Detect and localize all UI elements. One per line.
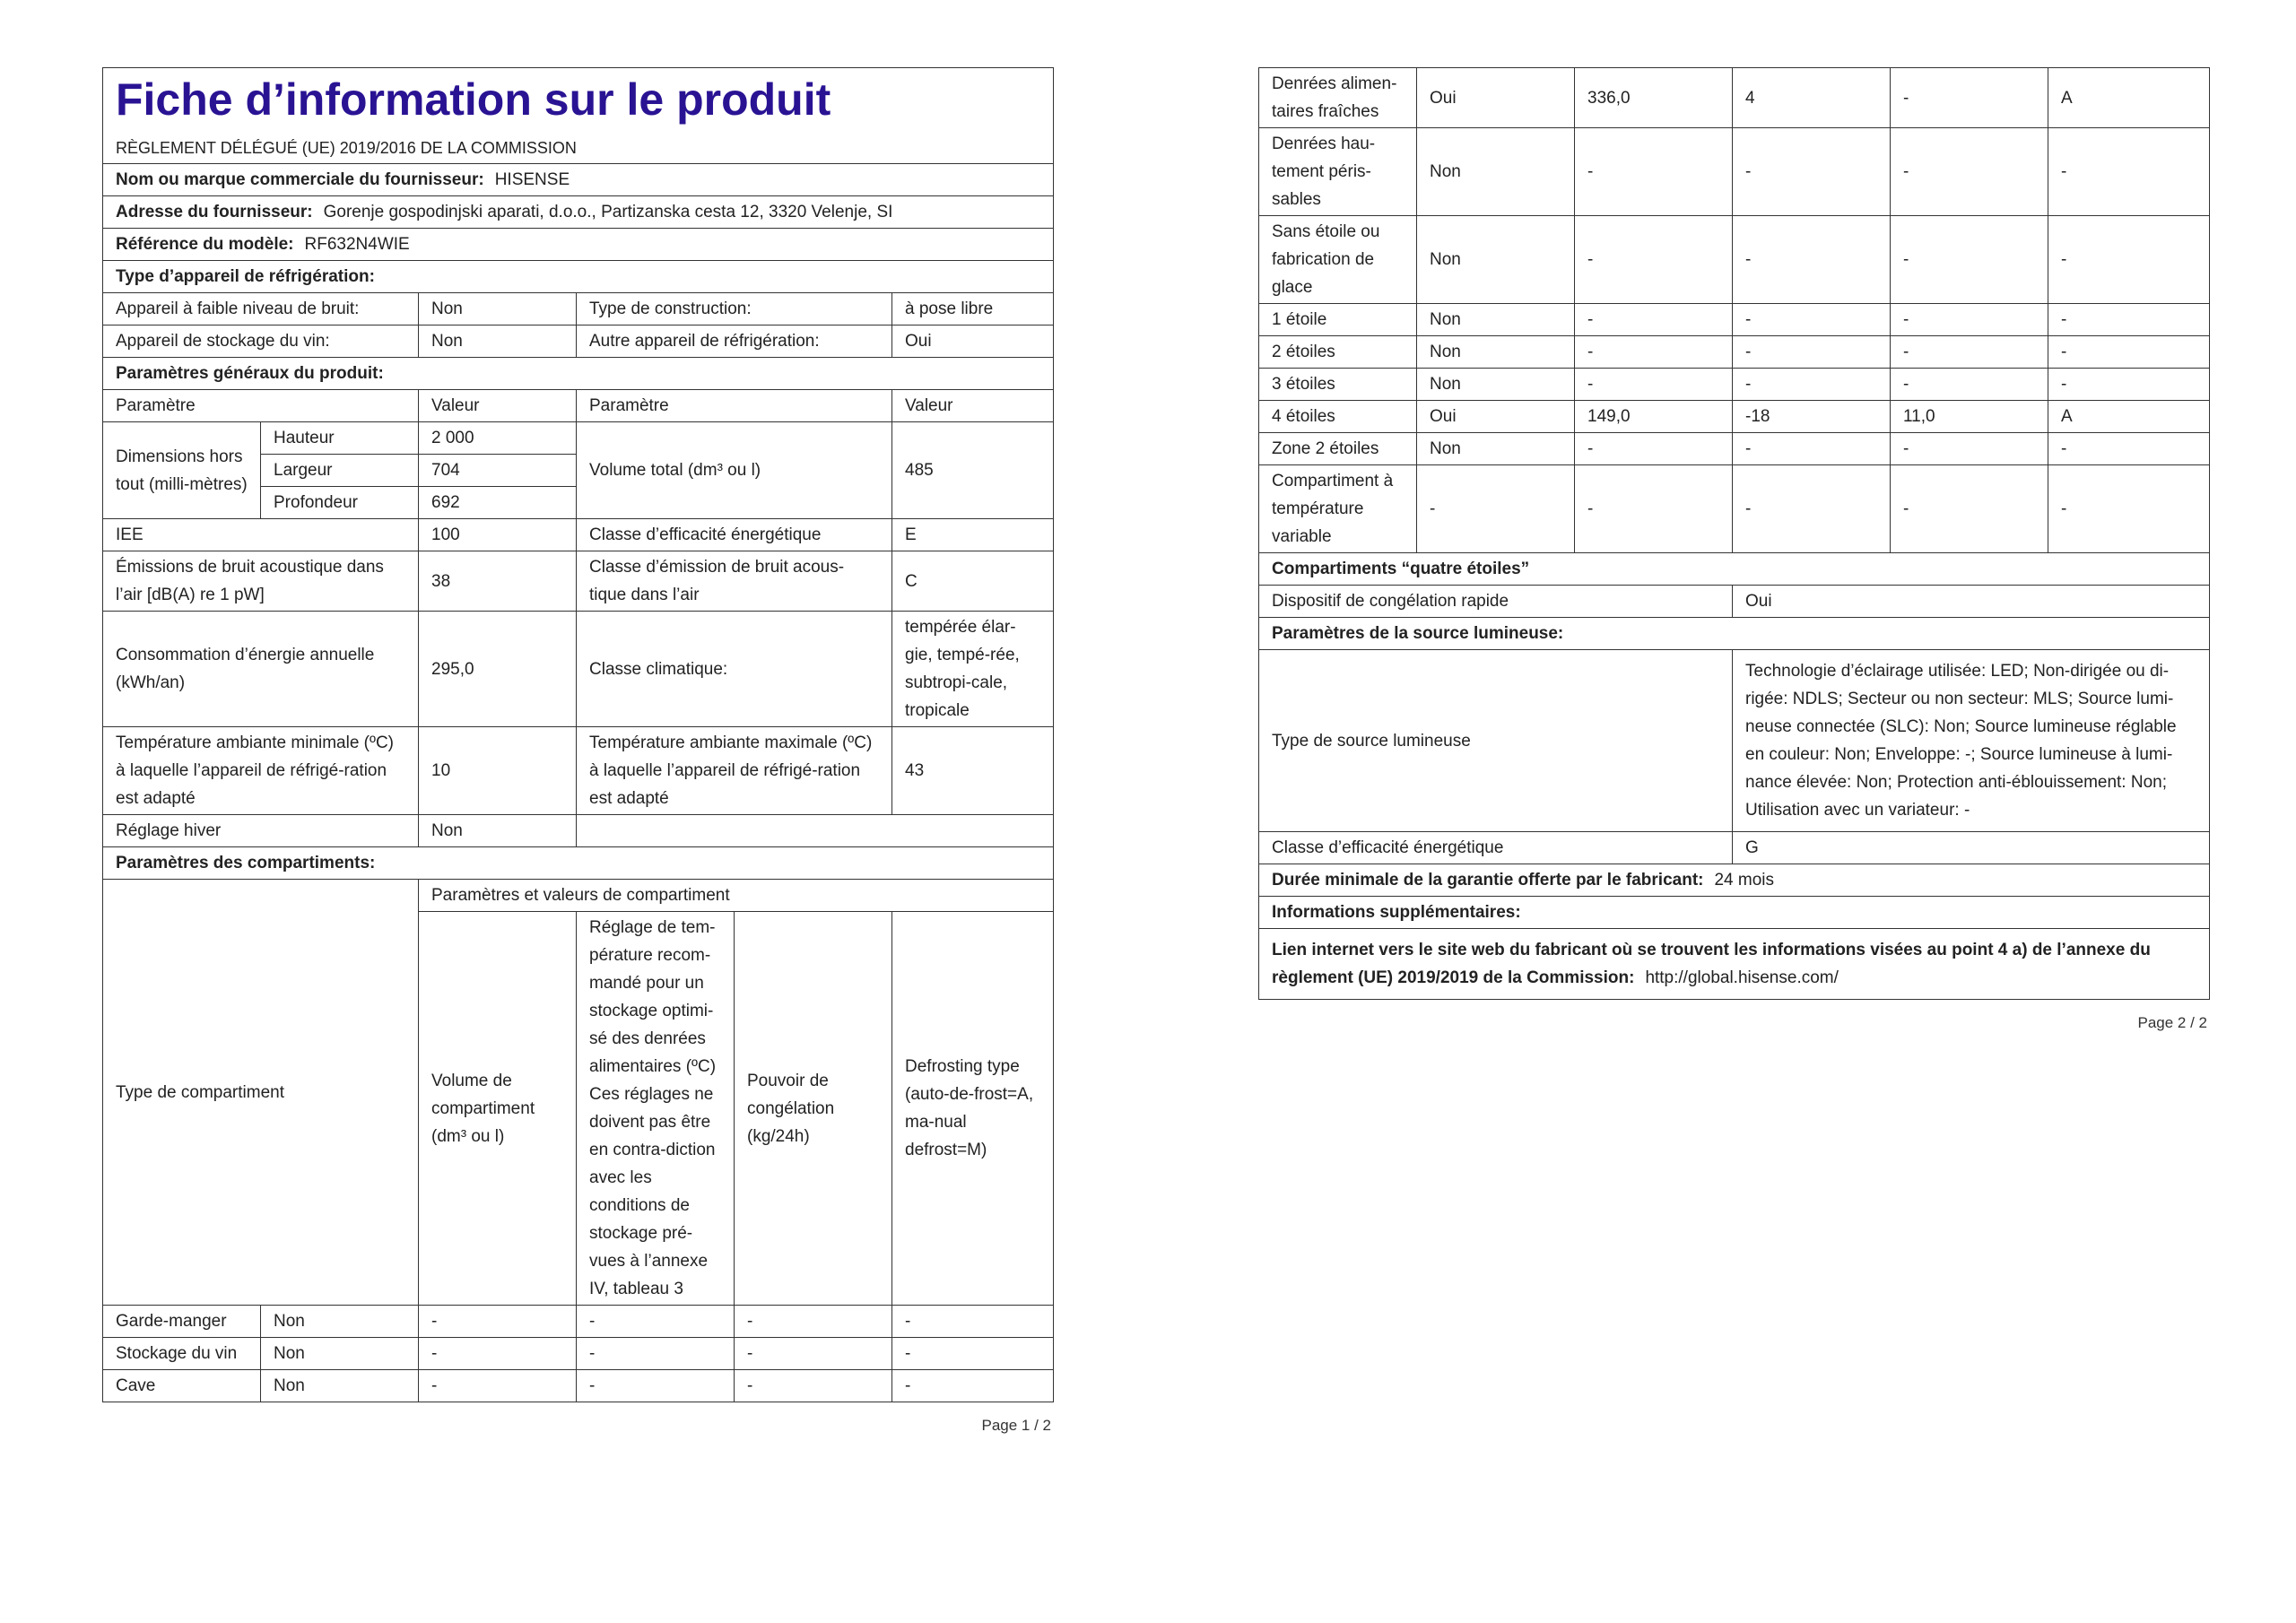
- compartment-volume: -: [1575, 465, 1733, 553]
- compartment-temperature: -: [1733, 336, 1891, 369]
- manufacturer-link-row: [1259, 929, 2210, 1000]
- warranty-row: [1259, 864, 2210, 897]
- noise-class-value: C: [892, 551, 1054, 612]
- compartment-name: Compartiment à température variable: [1259, 465, 1417, 553]
- page-title: Fiche d’information sur le produit: [116, 74, 831, 125]
- table-row: [103, 1370, 1054, 1402]
- compartment-present: Non: [1417, 433, 1575, 465]
- table-row: [1259, 465, 2210, 553]
- address-value: Gorenje gospodinjski aparati, d.o.o., Partizanska cesta 12, 3320 Velenje, SI: [323, 203, 893, 221]
- compartment-freezing: -: [1891, 128, 2048, 216]
- compartment-volume: -: [419, 1370, 577, 1402]
- title-block: [103, 68, 1054, 164]
- supplier-value: HISENSE: [494, 170, 570, 189]
- compartment-present: Non: [1417, 216, 1575, 304]
- four-star-heading: Compartiments “quatre étoiles”: [1259, 553, 2210, 586]
- model-label: Référence du modèle:: [116, 235, 294, 254]
- other-appliance-value: Oui: [892, 325, 1054, 358]
- table-row: [103, 1306, 1054, 1338]
- compartment-freezing: -: [1891, 216, 2048, 304]
- compartment-volume: -: [1575, 216, 1733, 304]
- max-temp-label: Température ambiante maximale (ºC) à laquelle l’appareil de réfrigé-ration est adapté: [577, 727, 892, 815]
- energy-consumption-value: 295,0: [419, 612, 577, 727]
- table-row: [1259, 68, 2210, 128]
- compartment-present: Oui: [1417, 401, 1575, 433]
- model-row: [103, 229, 1054, 261]
- compartment-present: Non: [261, 1370, 419, 1402]
- compartment-volume: -: [1575, 433, 1733, 465]
- compartment-defrost: -: [2048, 465, 2210, 553]
- compartment-freezing: -: [1891, 304, 2048, 336]
- col-header-param-2: Paramètre: [577, 390, 892, 422]
- light-source-heading: Paramètres de la source lumineuse:: [1259, 618, 2210, 650]
- noise-emission-label: Émissions de bruit acoustique dans l’air [dB(A) re 1 pW]: [103, 551, 419, 612]
- compartment-present: Oui: [1417, 68, 1575, 128]
- warranty-value: 24 mois: [1714, 871, 1775, 890]
- compartment-volume: -: [1575, 128, 1733, 216]
- col-header-temperature: Réglage de tem-pérature recom-mandé pour un stockage optimi-sé des denrées alimentaires (ºC) Ces réglages ne doivent pas être en contra-diction avec les conditions de stockage pré-vues à l’annexe IV, tableau 3: [577, 912, 735, 1306]
- col-header-freezing: Pouvoir de congélation (kg/24h): [735, 912, 892, 1306]
- other-appliance-label: Autre appareil de réfrigération:: [577, 325, 892, 358]
- supplier-label: Nom ou marque commerciale du fournisseur:: [116, 170, 484, 189]
- compartments-heading: Paramètres des compartiments:: [103, 847, 1054, 880]
- compartment-freezing: -: [735, 1306, 892, 1338]
- wine-appliance-value: Non: [419, 325, 577, 358]
- compartment-defrost: -: [2048, 369, 2210, 401]
- compartment-name: 4 étoiles: [1259, 401, 1417, 433]
- compartment-defrost: -: [2048, 304, 2210, 336]
- compartment-freezing: -: [735, 1338, 892, 1370]
- page-2: [1258, 67, 2209, 1032]
- supplier-row: [103, 164, 1054, 196]
- address-label: Adresse du fournisseur:: [116, 203, 313, 221]
- compartment-freezing: 11,0: [1891, 401, 2048, 433]
- compartment-present: Non: [1417, 336, 1575, 369]
- compartment-temperature: -: [577, 1306, 735, 1338]
- compartment-temperature: -: [577, 1370, 735, 1402]
- dimensions-label: Dimensions hors tout (milli-mètres): [103, 422, 261, 519]
- min-temp-label: Température ambiante minimale (ºC) à laquelle l’appareil de réfrigé-ration est adapté: [103, 727, 419, 815]
- height-value: 2 000: [419, 422, 577, 455]
- light-type-value: Technologie d’éclairage utilisée: LED; Non-dirigée ou di-rigée: NDLS; Secteur ou non secteur: MLS; Source lumi-neuse connectée (SLC): Non; Source lumineuse réglable en couleur: Non; Enveloppe: -; Source lumineuse à lumi-nance élevée: Non; Protection anti-éblouissement: Non; Utilisation avec un variateur: -: [1733, 650, 2210, 832]
- compartment-freezing: -: [1891, 369, 2048, 401]
- compartment-name: 1 étoile: [1259, 304, 1417, 336]
- compartment-freezing: -: [1891, 465, 2048, 553]
- page-number: Page 1 / 2: [981, 1417, 1051, 1434]
- noise-emission-value: 38: [419, 551, 577, 612]
- compartment-name: Garde-manger: [103, 1306, 261, 1338]
- compartment-freezing: -: [1891, 433, 2048, 465]
- compartment-temperature: -: [1733, 216, 1891, 304]
- compartment-volume: -: [1575, 369, 1733, 401]
- compartment-defrost: -: [892, 1338, 1054, 1370]
- compartment-volume: -: [1575, 336, 1733, 369]
- light-class-value: G: [1733, 832, 2210, 864]
- compartment-name: 3 étoiles: [1259, 369, 1417, 401]
- manufacturer-link[interactable]: http://global.hisense.com/: [1645, 968, 1839, 987]
- table-row: [1259, 336, 2210, 369]
- compartment-defrost: -: [2048, 128, 2210, 216]
- table-row: [1259, 401, 2210, 433]
- table-row: [1259, 216, 2210, 304]
- noise-class-label: Classe d’émission de bruit acous-tique dans l’air: [577, 551, 892, 612]
- table-row: [1259, 433, 2210, 465]
- general-params-heading: Paramètres généraux du produit:: [103, 358, 1054, 390]
- width-label: Largeur: [261, 455, 419, 487]
- fast-freeze-value: Oui: [1733, 586, 2210, 618]
- total-volume-value: 485: [892, 422, 1054, 519]
- compartment-name: Stockage du vin: [103, 1338, 261, 1370]
- compartment-freezing: -: [1891, 336, 2048, 369]
- compartment-volume: 336,0: [1575, 68, 1733, 128]
- compartment-temperature: -: [1733, 369, 1891, 401]
- energy-class-value: E: [892, 519, 1054, 551]
- compartment-defrost: -: [892, 1370, 1054, 1402]
- compartment-temperature: -: [1733, 304, 1891, 336]
- compartment-name: 2 étoiles: [1259, 336, 1417, 369]
- light-class-label: Classe d’efficacité énergétique: [1259, 832, 1733, 864]
- climate-class-label: Classe climatique:: [577, 612, 892, 727]
- col-header-value: Valeur: [419, 390, 577, 422]
- compartment-volume: -: [419, 1306, 577, 1338]
- page-number: Page 2 / 2: [2137, 1014, 2207, 1031]
- compartment-name: Sans étoile ou fabrication de glace: [1259, 216, 1417, 304]
- compartment-volume: -: [1575, 304, 1733, 336]
- fast-freeze-label: Dispositif de congélation rapide: [1259, 586, 1733, 618]
- low-noise-value: Non: [419, 293, 577, 325]
- page-1: [102, 67, 1053, 1435]
- iee-label: IEE: [103, 519, 419, 551]
- construction-label: Type de construction:: [577, 293, 892, 325]
- iee-value: 100: [419, 519, 577, 551]
- compartment-present: Non: [1417, 304, 1575, 336]
- depth-label: Profondeur: [261, 487, 419, 519]
- compartment-present: -: [1417, 465, 1575, 553]
- compartment-defrost: -: [2048, 336, 2210, 369]
- climate-class-value: tempérée élar-gie, tempé-rée, subtropi-cale, tropicale: [892, 612, 1054, 727]
- compartment-name: Zone 2 étoiles: [1259, 433, 1417, 465]
- compartment-temperature: -: [1733, 433, 1891, 465]
- winter-setting-label: Réglage hiver: [103, 815, 419, 847]
- total-volume-label: Volume total (dm³ ou l): [577, 422, 892, 519]
- height-label: Hauteur: [261, 422, 419, 455]
- width-value: 704: [419, 455, 577, 487]
- table-row: [1259, 369, 2210, 401]
- manufacturer-link-label: Lien internet vers le site web du fabricant où se trouvent les informations visées au point 4 a) de l’annexe du règlement (UE) 2019/2019 de la Commission:: [1272, 941, 2151, 987]
- compartment-defrost: -: [2048, 216, 2210, 304]
- compartment-type-label: Type de compartiment: [103, 880, 419, 1306]
- empty-cell: [577, 815, 1054, 847]
- construction-value: à pose libre: [892, 293, 1054, 325]
- wine-appliance-label: Appareil de stockage du vin:: [103, 325, 419, 358]
- compartment-temperature: -: [577, 1338, 735, 1370]
- type-heading: Type d’appareil de réfrigération:: [103, 261, 1054, 293]
- light-type-label: Type de source lumineuse: [1259, 650, 1733, 832]
- winter-setting-value: Non: [419, 815, 577, 847]
- compartment-temperature: -: [1733, 128, 1891, 216]
- compartment-temperature: 4: [1733, 68, 1891, 128]
- depth-value: 692: [419, 487, 577, 519]
- compartment-defrost: A: [2048, 68, 2210, 128]
- max-temp-value: 43: [892, 727, 1054, 815]
- warranty-label: Durée minimale de la garantie offerte par le fabricant:: [1272, 871, 1704, 890]
- min-temp-value: 10: [419, 727, 577, 815]
- product-info-table-page-2: [1258, 67, 2210, 1000]
- table-row: [103, 1338, 1054, 1370]
- compartment-defrost: A: [2048, 401, 2210, 433]
- compartment-temperature: -: [1733, 465, 1891, 553]
- compartment-freezing: -: [735, 1370, 892, 1402]
- compartment-name: Denrées alimen-taires fraîches: [1259, 68, 1417, 128]
- compartment-defrost: -: [892, 1306, 1054, 1338]
- regulation-text: RÈGLEMENT DÉLÉGUÉ (UE) 2019/2016 DE LA COMMISSION: [116, 139, 577, 157]
- table-row: [1259, 128, 2210, 216]
- col-header-volume: Volume de compartiment (dm³ ou l): [419, 912, 577, 1306]
- col-header-param: Paramètre: [103, 390, 419, 422]
- low-noise-label: Appareil à faible niveau de bruit:: [103, 293, 419, 325]
- table-row: [1259, 304, 2210, 336]
- additional-info-heading: Informations supplémentaires:: [1259, 897, 2210, 929]
- compartment-volume: 149,0: [1575, 401, 1733, 433]
- energy-consumption-label: Consommation d’énergie annuelle (kWh/an): [103, 612, 419, 727]
- compartment-present: Non: [261, 1306, 419, 1338]
- compartment-present: Non: [1417, 369, 1575, 401]
- compartment-defrost: -: [2048, 433, 2210, 465]
- compartment-params-label: Paramètres et valeurs de compartiment: [419, 880, 1054, 912]
- compartment-freezing: -: [1891, 68, 2048, 128]
- compartment-name: Cave: [103, 1370, 261, 1402]
- address-row: [103, 196, 1054, 229]
- compartment-volume: -: [419, 1338, 577, 1370]
- compartment-present: Non: [261, 1338, 419, 1370]
- compartment-present: Non: [1417, 128, 1575, 216]
- col-header-defrost: Defrosting type (auto-de-frost=A, ma-nual defrost=M): [892, 912, 1054, 1306]
- compartment-temperature: -18: [1733, 401, 1891, 433]
- compartment-name: Denrées hau-tement péris-sables: [1259, 128, 1417, 216]
- product-info-table-page-1: [102, 67, 1054, 1402]
- model-value: RF632N4WIE: [304, 235, 410, 254]
- col-header-value-2: Valeur: [892, 390, 1054, 422]
- energy-class-label: Classe d’efficacité énergétique: [577, 519, 892, 551]
